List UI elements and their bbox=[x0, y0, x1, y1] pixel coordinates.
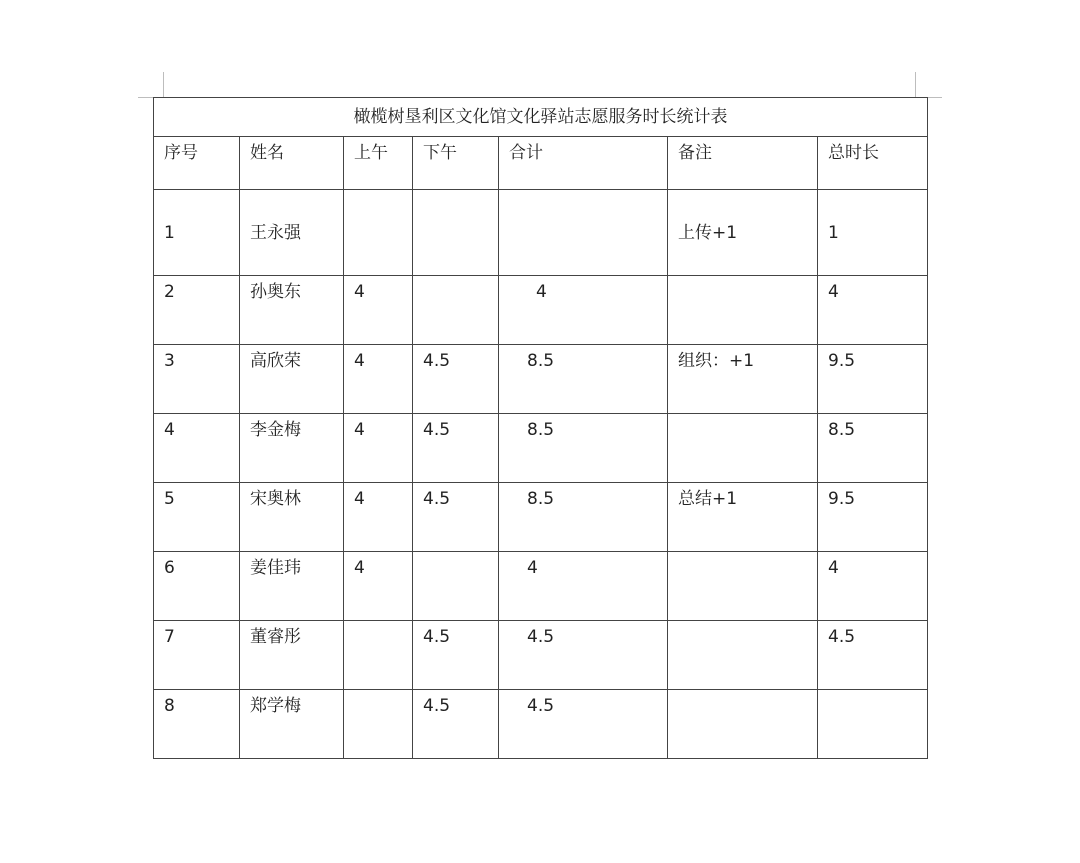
cell-morning bbox=[344, 690, 413, 759]
cell-no: 1 bbox=[154, 190, 240, 276]
crop-mark-top-left-vertical bbox=[163, 72, 164, 98]
cell-afternoon: 4.5 bbox=[413, 690, 499, 759]
cell-afternoon: 4.5 bbox=[413, 345, 499, 414]
cell-sum: 8.5 bbox=[499, 414, 668, 483]
volunteer-hours-table bbox=[153, 97, 928, 759]
cell-morning bbox=[344, 190, 413, 276]
cell-note: 组织：+1 bbox=[668, 345, 818, 414]
cell-sum: 4 bbox=[499, 552, 668, 621]
header-sum: 合计 bbox=[499, 137, 668, 190]
header-no: 序号 bbox=[154, 137, 240, 190]
cell-name: 高欣荣 bbox=[240, 345, 344, 414]
table-row bbox=[154, 552, 928, 621]
header-note: 备注 bbox=[668, 137, 818, 190]
cell-name: 郑学梅 bbox=[240, 690, 344, 759]
cell-sum: 4.5 bbox=[499, 690, 668, 759]
header-morning: 上午 bbox=[344, 137, 413, 190]
table-row bbox=[154, 483, 928, 552]
cell-sum: 8.5 bbox=[499, 345, 668, 414]
table-title: 橄榄树垦利区文化馆文化驿站志愿服务时长统计表 bbox=[154, 98, 928, 137]
cell-morning: 4 bbox=[344, 276, 413, 345]
cell-name: 孙奥东 bbox=[240, 276, 344, 345]
cell-no: 3 bbox=[154, 345, 240, 414]
cell-afternoon: 4.5 bbox=[413, 483, 499, 552]
cell-afternoon bbox=[413, 190, 499, 276]
table-header-row bbox=[154, 137, 928, 190]
cell-sum bbox=[499, 190, 668, 276]
cell-no: 4 bbox=[154, 414, 240, 483]
cell-note bbox=[668, 690, 818, 759]
table-row bbox=[154, 414, 928, 483]
table-title-row bbox=[154, 98, 928, 137]
cell-no: 6 bbox=[154, 552, 240, 621]
cell-note bbox=[668, 414, 818, 483]
cell-note bbox=[668, 276, 818, 345]
cell-morning: 4 bbox=[344, 483, 413, 552]
cell-note bbox=[668, 621, 818, 690]
cell-name: 董睿彤 bbox=[240, 621, 344, 690]
cell-name: 姜佳玮 bbox=[240, 552, 344, 621]
cell-afternoon: 4.5 bbox=[413, 621, 499, 690]
cell-afternoon bbox=[413, 552, 499, 621]
cell-total: 9.5 bbox=[818, 483, 928, 552]
cell-no: 7 bbox=[154, 621, 240, 690]
cell-total: 4 bbox=[818, 276, 928, 345]
table-row bbox=[154, 276, 928, 345]
cell-morning: 4 bbox=[344, 552, 413, 621]
cell-name: 王永强 bbox=[240, 190, 344, 276]
cell-total: 8.5 bbox=[818, 414, 928, 483]
cell-note: 总结+1 bbox=[668, 483, 818, 552]
cell-total: 9.5 bbox=[818, 345, 928, 414]
table-row bbox=[154, 690, 928, 759]
table-row bbox=[154, 621, 928, 690]
cell-sum: 4.5 bbox=[499, 621, 668, 690]
table-row bbox=[154, 345, 928, 414]
crop-mark-top-right-vertical bbox=[915, 72, 916, 98]
table-row bbox=[154, 190, 928, 276]
cell-morning bbox=[344, 621, 413, 690]
cell-afternoon: 4.5 bbox=[413, 414, 499, 483]
cell-morning: 4 bbox=[344, 414, 413, 483]
cell-note bbox=[668, 552, 818, 621]
cell-sum: 4 bbox=[499, 276, 668, 345]
cell-note: 上传+1 bbox=[668, 190, 818, 276]
cell-total: 1 bbox=[818, 190, 928, 276]
cell-afternoon bbox=[413, 276, 499, 345]
cell-sum: 8.5 bbox=[499, 483, 668, 552]
cell-total bbox=[818, 690, 928, 759]
cell-no: 8 bbox=[154, 690, 240, 759]
header-afternoon: 下午 bbox=[413, 137, 499, 190]
cell-no: 2 bbox=[154, 276, 240, 345]
cell-name: 宋奥林 bbox=[240, 483, 344, 552]
cell-name: 李金梅 bbox=[240, 414, 344, 483]
cell-total: 4 bbox=[818, 552, 928, 621]
cell-total: 4.5 bbox=[818, 621, 928, 690]
header-name: 姓名 bbox=[240, 137, 344, 190]
header-total: 总时长 bbox=[818, 137, 928, 190]
cell-no: 5 bbox=[154, 483, 240, 552]
cell-morning: 4 bbox=[344, 345, 413, 414]
